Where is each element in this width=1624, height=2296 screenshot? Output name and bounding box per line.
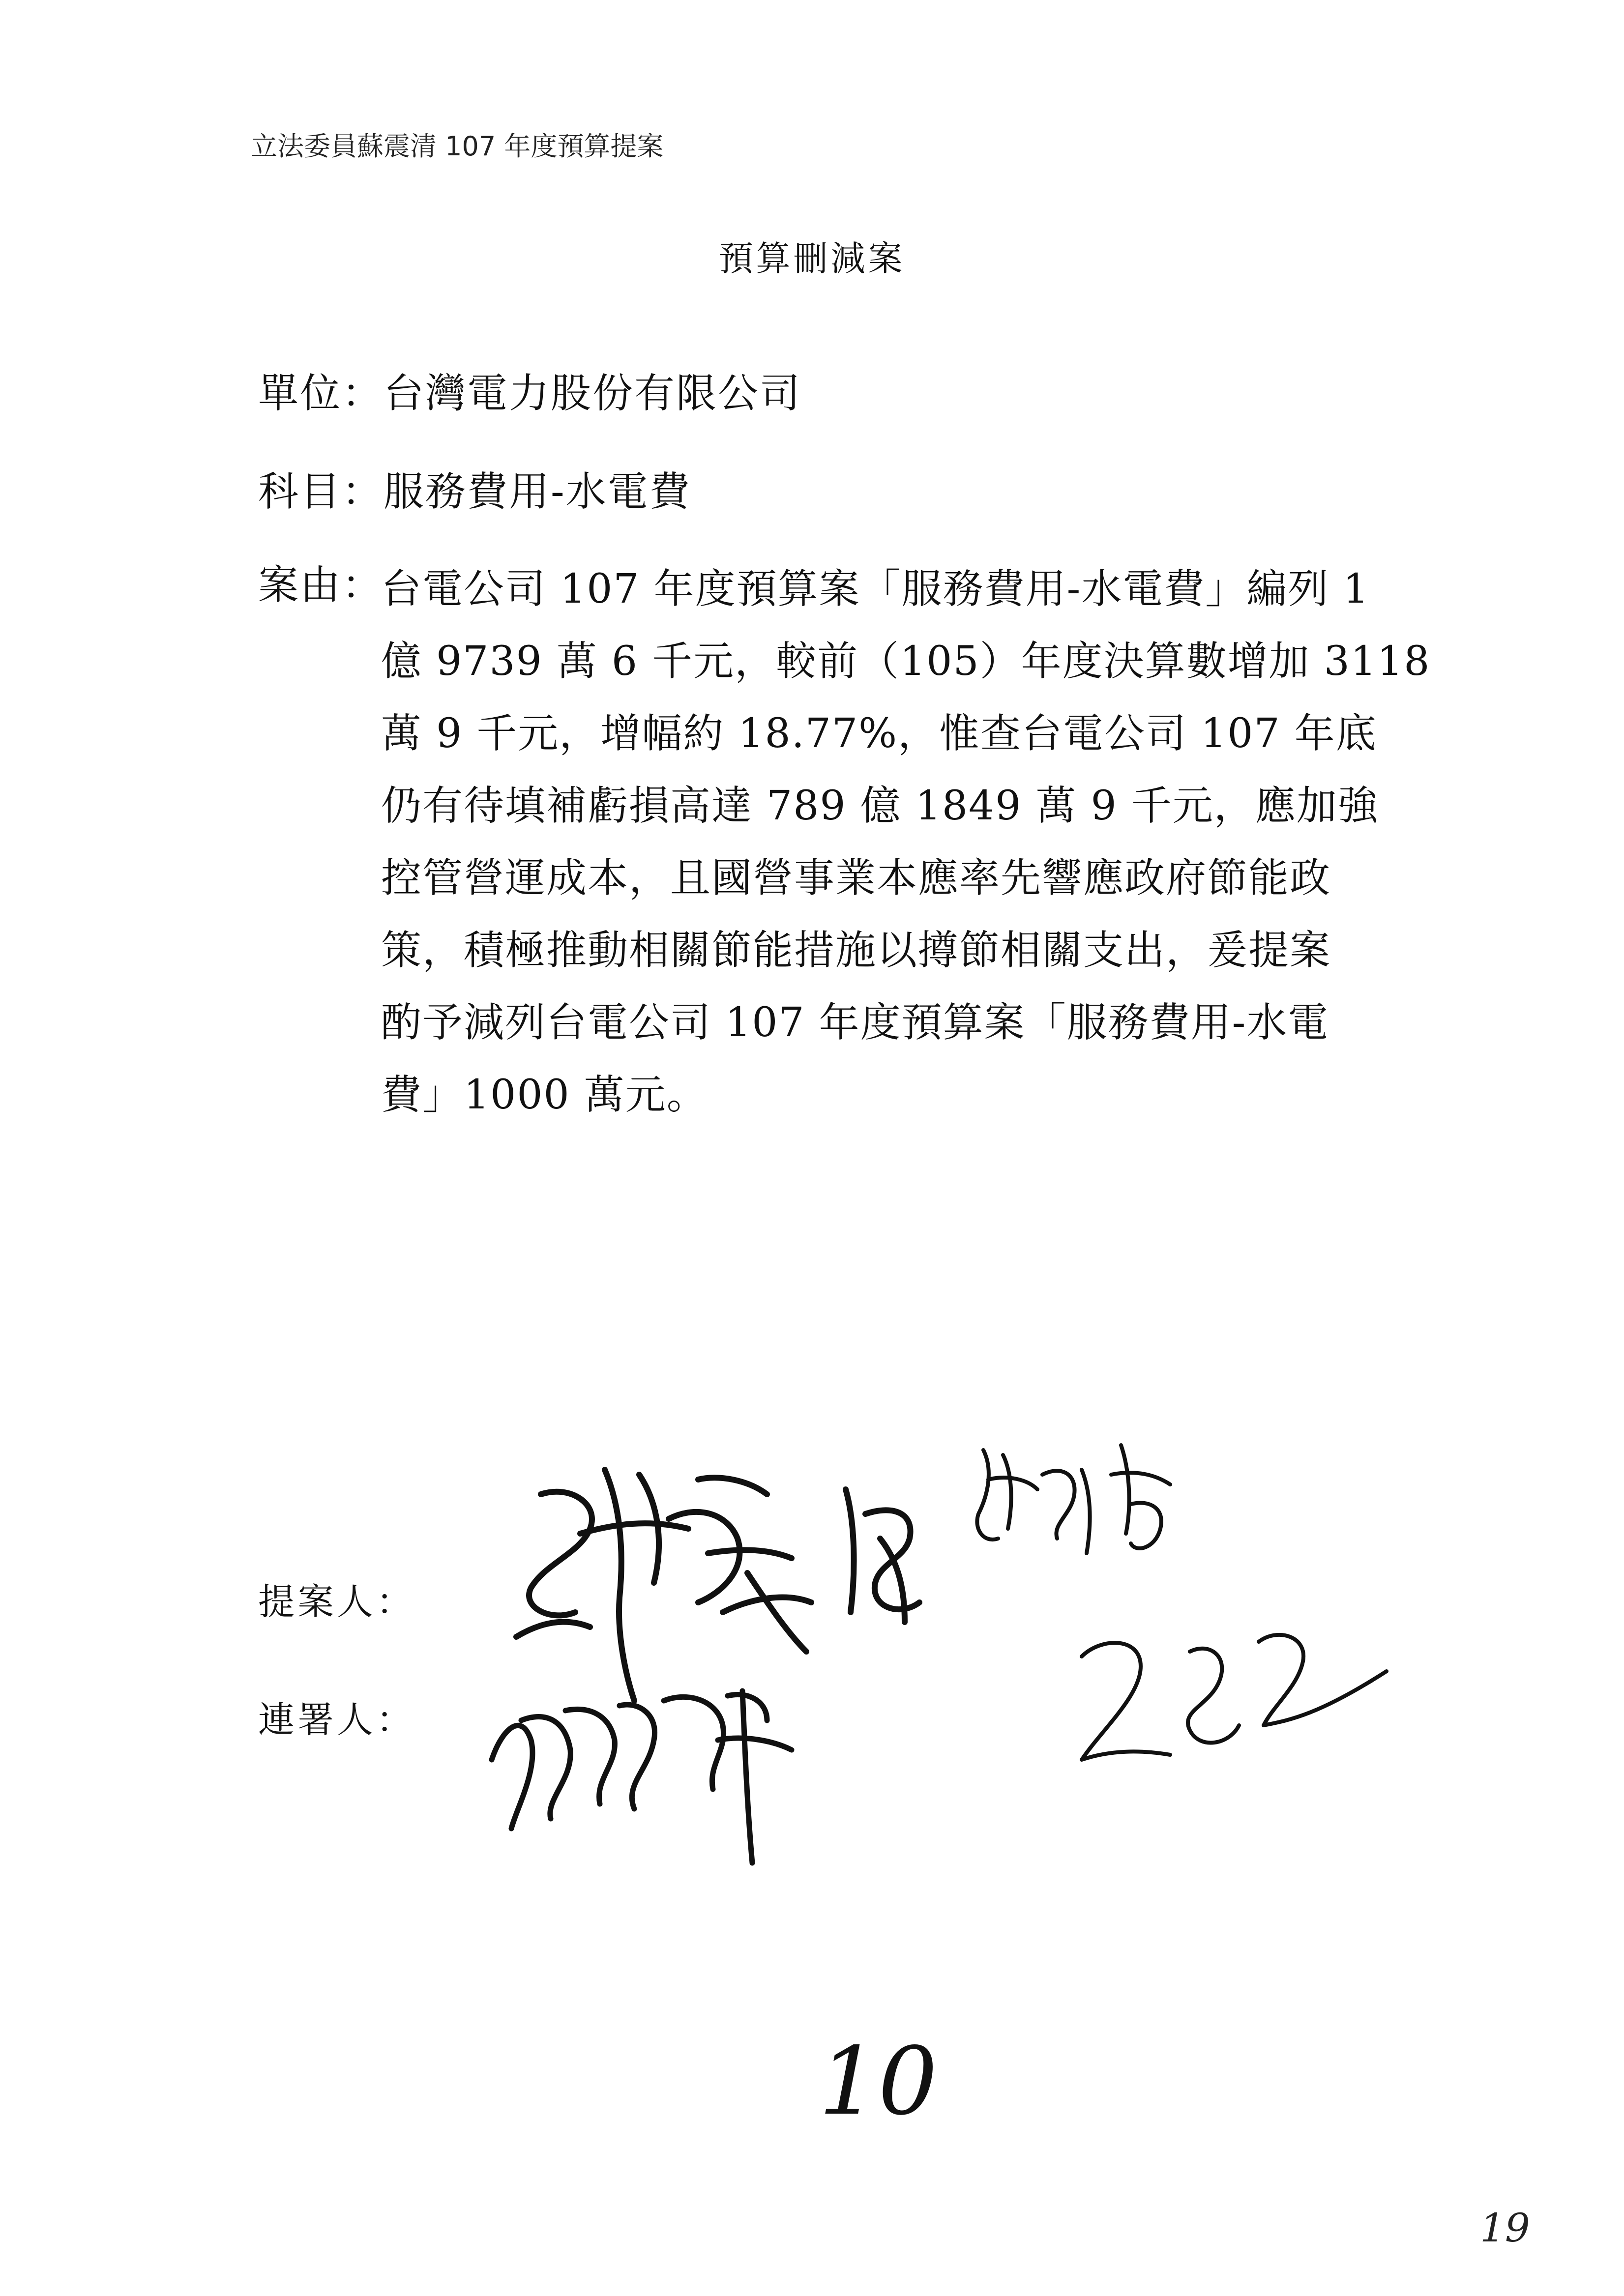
handwritten-sheet-number: 10 [819,2027,938,2136]
reason-line: 億 9739 萬 6 千元，較前（105）年度決算數增加 3118 [381,638,1431,685]
item-label: 科目： [258,468,384,515]
reason-line: 酌予減列台電公司 107 年度預算案「服務費用-水電 [381,999,1329,1046]
reason-line: 仍有待填補虧損高達 789 億 1849 萬 9 千元，應加強 [381,783,1379,829]
cosigner-signature-right [1082,1635,1387,1760]
reason-label: 案由： [258,562,384,609]
header-note: 立法委員蘇震清 107 年度預算提案 [251,131,664,162]
reason-line: 萬 9 千元，增幅約 18.77%，惟查台電公司 107 年底 [381,710,1377,757]
reason-line: 策，積極推動相關節能措施以撙節相關支出，爰提案 [381,927,1331,974]
reason-line: 控管營運成本，且國營事業本應率先響應政府節能政 [381,855,1331,901]
unit-label: 單位： [258,370,384,417]
handwritten-page-number: 19 [1480,2205,1530,2251]
cosigner-signature-bottom [492,1691,792,1863]
cosigner-signature-top [977,1445,1170,1553]
document-title: 預算刪減案 [718,238,906,279]
proposer-label: 提案人： [258,1581,415,1623]
cosigner-label: 連署人： [258,1699,415,1741]
item-value: 服務費用-水電費 [384,468,691,515]
reason-line: 台電公司 107 年度預算案「服務費用-水電費」編列 1 [381,566,1370,612]
unit-value: 台灣電力股份有限公司 [384,370,802,417]
reason-line: 費」1000 萬元。 [381,1072,708,1118]
proposer-signature [516,1470,919,1701]
